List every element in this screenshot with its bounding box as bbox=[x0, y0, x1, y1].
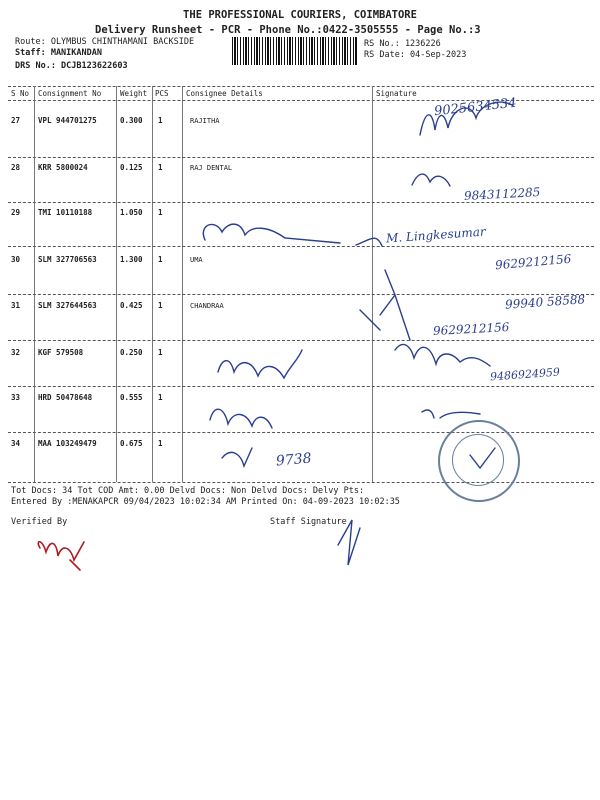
handwritten-phone: 9629212156 bbox=[432, 320, 510, 338]
column-divider bbox=[152, 86, 153, 482]
row-consignee: UMA bbox=[190, 256, 203, 264]
row-pcs: 1 bbox=[158, 439, 163, 448]
row-weight: 0.250 bbox=[120, 348, 143, 357]
company-title: THE PROFESSIONAL COURIERS, COIMBATORE bbox=[183, 9, 417, 21]
row-sno: 32 bbox=[11, 348, 21, 357]
handwritten-name: M. Lingkesumar bbox=[385, 224, 487, 246]
handwritten-phone: 9025634534 bbox=[433, 95, 518, 120]
delivery-stamp bbox=[438, 420, 520, 502]
column-divider bbox=[372, 86, 373, 482]
entered-by-line: Entered By :MENAKAPCR 09/04/2023 10:02:34 AM Printed On: 04-09-2023 10:02:35 bbox=[11, 497, 400, 507]
col-weight: Weight bbox=[120, 89, 148, 98]
row-consignee: CHANDRAA bbox=[190, 302, 224, 310]
barcode bbox=[232, 37, 358, 65]
row-weight: 0.425 bbox=[120, 301, 143, 310]
row-sno: 33 bbox=[11, 393, 21, 402]
row-sno: 30 bbox=[11, 255, 21, 264]
row-consignment: KGF 579508 bbox=[38, 348, 84, 357]
row-pcs: 1 bbox=[158, 116, 163, 125]
row-weight: 0.300 bbox=[120, 116, 143, 125]
signature-scribble bbox=[356, 238, 382, 246]
row-sno: 29 bbox=[11, 208, 21, 217]
col-consignment: Consignment No bbox=[38, 89, 102, 98]
column-divider bbox=[116, 86, 117, 482]
row-sno: 27 bbox=[11, 116, 21, 125]
row-consignment: HRD 50478648 bbox=[38, 393, 93, 402]
row-pcs: 1 bbox=[158, 393, 163, 402]
row-consignment: TMI 10110188 bbox=[38, 208, 93, 217]
signature-scribble bbox=[210, 409, 272, 428]
signature-scribble bbox=[203, 224, 340, 243]
row-consignment: SLM 327706563 bbox=[38, 255, 97, 264]
column-divider bbox=[182, 86, 183, 482]
row-rule bbox=[8, 246, 594, 247]
row-sno: 28 bbox=[11, 163, 21, 172]
row-consignment: KRR 5800024 bbox=[38, 163, 88, 172]
row-weight: 0.125 bbox=[120, 163, 143, 172]
rs-number: RS No.: 1236226 bbox=[364, 39, 441, 49]
column-divider bbox=[34, 86, 35, 482]
table-top-rule bbox=[8, 86, 594, 87]
row-consignee: RAJITHA bbox=[190, 117, 220, 125]
row-rule bbox=[8, 202, 594, 203]
signature-scribble bbox=[360, 270, 410, 340]
row-rule bbox=[8, 340, 594, 341]
staff-signature-label: Staff Signature bbox=[270, 517, 347, 527]
row-pcs: 1 bbox=[158, 208, 163, 217]
row-rule bbox=[8, 157, 594, 158]
signature-scribble bbox=[395, 344, 490, 366]
col-consignee: Consignee Details bbox=[186, 89, 263, 98]
handwritten-phone: 9738 bbox=[275, 450, 313, 470]
col-sno: S No bbox=[11, 89, 30, 98]
row-pcs: 1 bbox=[158, 255, 163, 264]
route-label: Route: OLYMBUS CHINTHAMANI BACKSIDE bbox=[15, 37, 195, 47]
rs-date: RS Date: 04-Sep-2023 bbox=[364, 50, 467, 60]
row-consignment: SLM 327644563 bbox=[38, 301, 97, 310]
staff-label: Staff: MANIKANDAN bbox=[15, 48, 102, 58]
row-rule bbox=[8, 294, 594, 295]
drs-label: DRS No.: DCJB123622603 bbox=[15, 61, 128, 71]
row-rule bbox=[8, 386, 594, 387]
row-weight: 1.300 bbox=[120, 255, 143, 264]
signature-scribble bbox=[222, 448, 252, 466]
col-pcs: PCS bbox=[155, 89, 169, 98]
col-signature: Signature bbox=[376, 89, 417, 98]
totals-line: Tot Docs: 34 Tot COD Amt: 0.00 Delvd Docs: Non Delvd Docs: Delvy Pts: bbox=[11, 486, 365, 496]
verified-by-label: Verified By bbox=[11, 517, 68, 527]
signature-scribble bbox=[412, 174, 450, 186]
signature-scribble bbox=[422, 410, 480, 418]
row-consignment: VPL 944701275 bbox=[38, 116, 97, 125]
handwritten-phone: 9629212156 bbox=[494, 251, 572, 273]
row-consignee: RAJ DENTAL bbox=[190, 164, 233, 172]
verified-signature bbox=[38, 542, 84, 570]
row-pcs: 1 bbox=[158, 348, 163, 357]
handwritten-phone: 99940 58588 bbox=[504, 292, 586, 312]
handwritten-phone: 9843112285 bbox=[463, 185, 541, 203]
row-pcs: 1 bbox=[158, 163, 163, 172]
row-consignment: MAA 103249479 bbox=[38, 439, 97, 448]
runsheet-title: Delivery Runsheet - PCR - Phone No.:0422-3505555 - Page No.:3 bbox=[95, 24, 481, 36]
row-sno: 34 bbox=[11, 439, 21, 448]
handwritten-phone: 9486924959 bbox=[489, 365, 561, 384]
row-sno: 31 bbox=[11, 301, 21, 310]
row-weight: 0.555 bbox=[120, 393, 143, 402]
row-weight: 1.050 bbox=[120, 208, 143, 217]
row-pcs: 1 bbox=[158, 301, 163, 310]
signature-scribble bbox=[218, 350, 302, 378]
row-weight: 0.675 bbox=[120, 439, 143, 448]
